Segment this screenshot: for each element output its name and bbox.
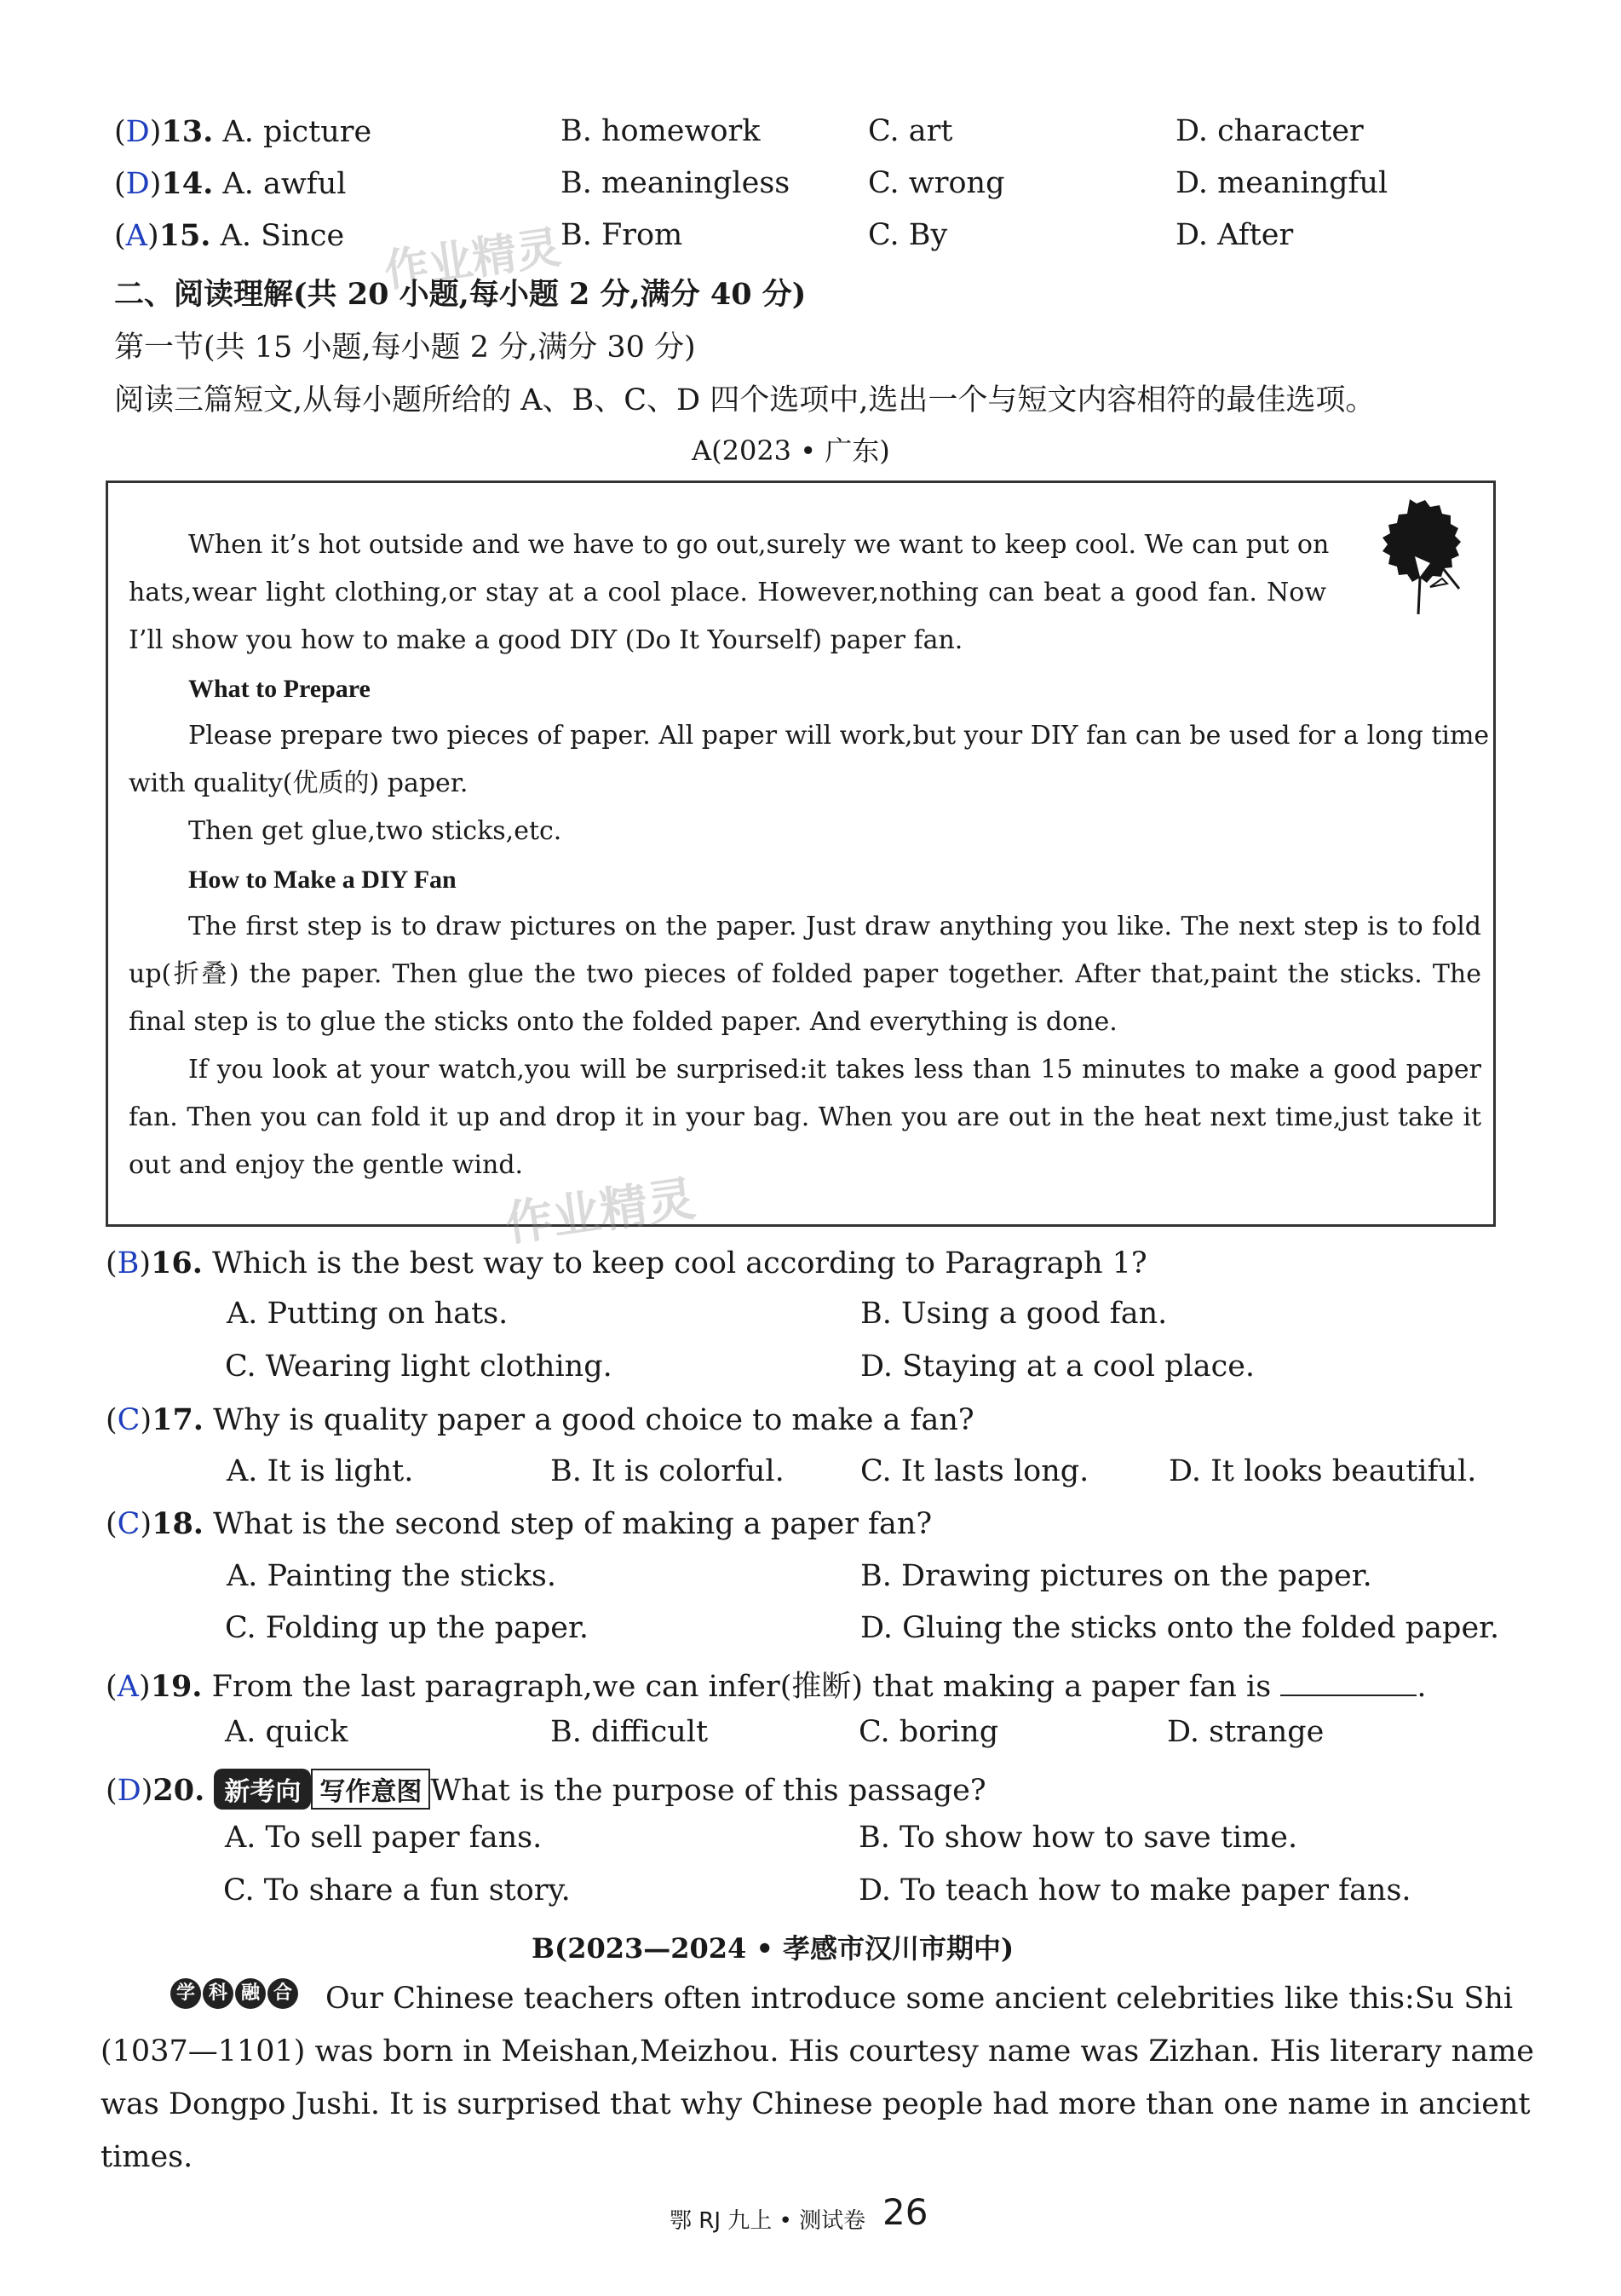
instruction: 阅读三篇短文,从每小题所给的 A、B、C、D 四个选项中,选出一个与短文内容相符的最佳选项。 bbox=[114, 383, 1376, 417]
question-20: (D)20. 新考向 写作意图 What is the purpose of this passage? bbox=[106, 1769, 986, 1810]
q16-option-c: C. Wearing light clothing. bbox=[225, 1349, 612, 1384]
answer-13: D bbox=[125, 115, 150, 149]
tag-char-4: 合 bbox=[267, 1978, 298, 2009]
q20-option-d: D. To teach how to make paper fans. bbox=[859, 1873, 1411, 1908]
q17-option-d: D. It looks beautiful. bbox=[1169, 1454, 1477, 1488]
q15-option-c: C. By bbox=[868, 218, 948, 252]
answer-14: D bbox=[125, 167, 150, 201]
passage-line-11: fan. Then you can fold it up and drop it in your bag. When you are out in the heat next time,just take it bbox=[129, 1102, 1481, 1132]
answer-15: A bbox=[125, 219, 147, 253]
answer-19: A bbox=[117, 1670, 139, 1704]
passage-line-7: The first step is to draw pictures on the paper. Just draw anything you like. The next step is to fold bbox=[188, 912, 1481, 941]
q16-stem: Which is the best way to keep cool according to Paragraph 1? bbox=[212, 1246, 1147, 1280]
q16-option-b: B. Using a good fan. bbox=[860, 1297, 1168, 1331]
q14-option-d: D. meaningful bbox=[1176, 166, 1388, 200]
q15-option-b: B. From bbox=[560, 218, 683, 252]
heading-how-to-make: How to Make a DIY Fan bbox=[188, 866, 457, 894]
passage-line-1: When it’s hot outside and we have to go out,surely we want to keep cool. We can put on bbox=[188, 530, 1330, 560]
passage-line-8: up(折叠) the paper. Then glue the two pieces of folded paper together. After that,paint the sticks. The bbox=[129, 959, 1481, 989]
heading-what-to-prepare: What to Prepare bbox=[188, 675, 371, 703]
question-15: (A)15. A. Since bbox=[114, 218, 345, 253]
passage-b-line-2: (1037—1101) was born in Meishan,Meizhou. His courtesy name was Zizhan. His literary name bbox=[101, 2034, 1534, 2069]
answer-17: C bbox=[117, 1403, 141, 1437]
q13-option-a: A. picture bbox=[222, 115, 372, 149]
passage-b-line-1: Our Chinese teachers often introduce some ancient celebrities like this:Su Shi bbox=[325, 1982, 1514, 2016]
q19-option-c: C. boring bbox=[859, 1715, 999, 1749]
q16-option-d: D. Staying at a cool place. bbox=[860, 1349, 1256, 1384]
q20-stem: What is the purpose of this passage? bbox=[430, 1774, 986, 1808]
page-number: 26 bbox=[882, 2191, 928, 2233]
q19-option-d: D. strange bbox=[1167, 1715, 1325, 1749]
passage-b-line-3: was Dongpo Jushi. It is surprised that why Chinese people had more than one name in ancient bbox=[101, 2087, 1531, 2121]
new-direction-tag: 新考向 bbox=[214, 1769, 311, 1810]
q14-option-c: C. wrong bbox=[868, 166, 1005, 200]
passage-line-6: Then get glue,two sticks,etc. bbox=[188, 816, 562, 846]
q15-option-a: A. Since bbox=[220, 219, 345, 253]
tag-char-1: 学 bbox=[170, 1978, 201, 2009]
q18-option-a: A. Painting the sticks. bbox=[227, 1559, 556, 1593]
question-18: (C)18. What is the second step of making a paper fan? bbox=[106, 1506, 933, 1541]
q17-option-b: B. It is colorful. bbox=[550, 1454, 785, 1488]
q18-stem: What is the second step of making a paper fan? bbox=[213, 1507, 933, 1541]
passage-line-2: hats,wear light clothing,or stay at a cool place. However,nothing can beat a good fan. Now bbox=[129, 578, 1326, 607]
part-title: 第一节(共 15 小题,每小题 2 分,满分 30 分) bbox=[114, 331, 696, 365]
passage-line-12: out and enjoy the gentle wind. bbox=[129, 1150, 524, 1180]
q18-option-b: B. Drawing pictures on the paper. bbox=[860, 1559, 1372, 1593]
q15-option-d: D. After bbox=[1176, 218, 1294, 252]
q13-option-b: B. homework bbox=[560, 114, 761, 148]
q19-stem: From the last paragraph,we can infer(推断) that making a paper fan is bbox=[211, 1670, 1272, 1704]
section-title: 二、阅读理解(共 20 小题,每小题 2 分,满分 40 分) bbox=[114, 277, 807, 312]
q16-option-a: A. Putting on hats. bbox=[227, 1297, 509, 1331]
q13-option-c: C. art bbox=[868, 114, 953, 148]
writing-purpose-tag: 写作意图 bbox=[311, 1769, 430, 1810]
q20-option-c: C. To share a fun story. bbox=[223, 1873, 571, 1908]
q20-option-b: B. To show how to save time. bbox=[859, 1821, 1298, 1855]
fan-illustration bbox=[1359, 495, 1486, 623]
q14-option-a: A. awful bbox=[222, 167, 347, 201]
q19-option-a: A. quick bbox=[225, 1715, 348, 1749]
passage-line-5: with quality(优质的) paper. bbox=[129, 768, 468, 798]
tag-char-2: 科 bbox=[203, 1978, 233, 2009]
passage-line-10: If you look at your watch,you will be surprised:it takes less than 15 minutes to make a good paper bbox=[188, 1055, 1481, 1085]
q17-option-c: C. It lasts long. bbox=[860, 1454, 1089, 1488]
passage-b-title: B(2023—2024 • 孝感市汉川市期中) bbox=[532, 1932, 1015, 1965]
passage-line-9: final step is to glue the sticks onto the folded paper. And everything is done. bbox=[129, 1007, 1118, 1037]
q20-option-a: A. To sell paper fans. bbox=[225, 1821, 543, 1855]
q14-option-b: B. meaningless bbox=[560, 166, 790, 200]
q17-stem: Why is quality paper a good choice to make a fan? bbox=[213, 1403, 974, 1437]
q17-option-a: A. It is light. bbox=[227, 1454, 414, 1488]
answer-18: C bbox=[117, 1507, 141, 1541]
answer-blank bbox=[1280, 1672, 1417, 1696]
passage-b-line-4: times. bbox=[101, 2140, 193, 2174]
tag-char-3: 融 bbox=[235, 1978, 266, 2009]
q18-option-d: D. Gluing the sticks onto the folded paper. bbox=[860, 1611, 1500, 1645]
question-17: (C)17. Why is quality paper a good choice to make a fan? bbox=[106, 1402, 974, 1437]
question-19: (A)19. From the last paragraph,we can infer(推断) that making a paper fan is . bbox=[106, 1669, 1427, 1704]
q18-option-c: C. Folding up the paper. bbox=[225, 1611, 589, 1645]
answer-20: D bbox=[117, 1774, 141, 1808]
passage-a-box bbox=[106, 480, 1496, 1227]
interdisciplinary-tag bbox=[170, 1978, 300, 2009]
passage-line-3: I’ll show you how to make a good DIY (Do It Yourself) paper fan. bbox=[129, 625, 963, 655]
passage-line-4: Please prepare two pieces of paper. All paper will work,but your DIY fan can be used for a long time bbox=[188, 721, 1490, 751]
question-14: (D)14. A. awful bbox=[114, 166, 347, 201]
answer-16: B bbox=[117, 1246, 140, 1280]
question-13: (D)13. A. picture bbox=[114, 114, 372, 149]
passage-a-title: A(2023 • 广东) bbox=[692, 434, 890, 467]
watermark: 作业精灵 bbox=[381, 222, 564, 298]
q13-option-d: D. character bbox=[1176, 114, 1364, 148]
watermark-2: 作业精灵 bbox=[502, 1171, 699, 1253]
q19-option-b: B. difficult bbox=[550, 1715, 709, 1749]
question-16: (B)16. Which is the best way to keep cool according to Paragraph 1? bbox=[106, 1246, 1147, 1280]
footer-label: 鄂 RJ 九上 • 测试卷 bbox=[670, 2208, 866, 2234]
